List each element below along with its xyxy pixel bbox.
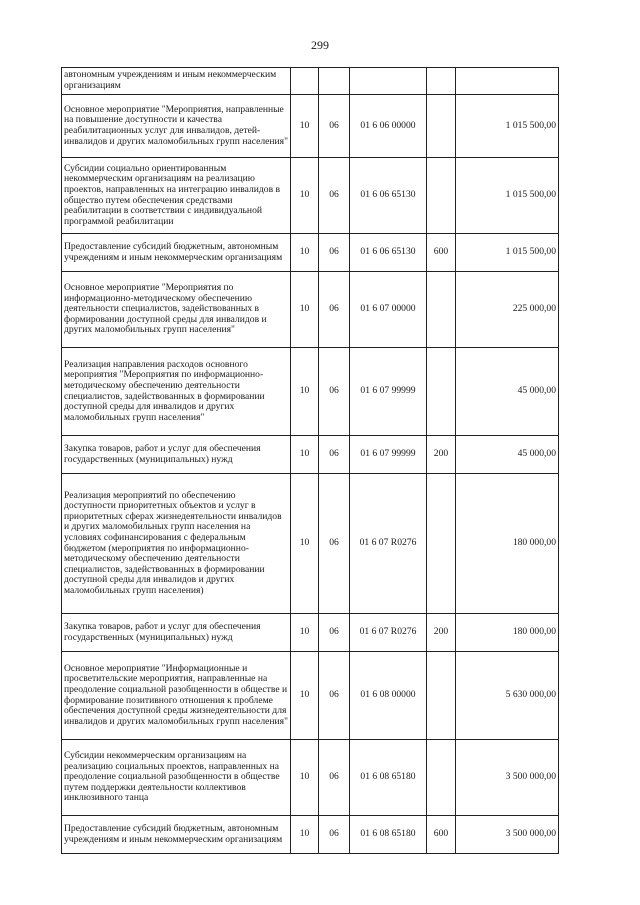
row-subsection: 06 bbox=[319, 614, 350, 652]
row-expense-type bbox=[427, 348, 456, 436]
row-subsection: 06 bbox=[319, 158, 350, 234]
table-row bbox=[62, 614, 559, 652]
row-amount: 1 015 500,00 bbox=[456, 234, 559, 272]
row-section: 10 bbox=[291, 816, 319, 854]
row-expense-type bbox=[427, 68, 456, 95]
row-amount: 180 000,00 bbox=[456, 614, 559, 652]
row-target-article bbox=[350, 68, 427, 95]
row-name: автономным учреждениям и иным некоммерческим организациям bbox=[62, 68, 291, 95]
row-amount: 45 000,00 bbox=[456, 348, 559, 436]
row-subsection bbox=[319, 68, 350, 95]
row-section bbox=[291, 68, 319, 95]
row-target-article: 01 6 06 65130 bbox=[350, 234, 427, 272]
row-amount: 3 500 000,00 bbox=[456, 740, 559, 816]
table-row bbox=[62, 95, 559, 158]
row-expense-type bbox=[427, 740, 456, 816]
row-name: Субсидии социально ориентированным некоммерческим организациям на реализацию проектов, направленных на интеграцию инвалидов в общество путем обеспечения средствами реабилитации в соответствии с индивидуальной программой реабилитации bbox=[62, 158, 291, 234]
row-amount: 1 015 500,00 bbox=[456, 95, 559, 158]
row-section: 10 bbox=[291, 614, 319, 652]
row-target-article: 01 6 07 R0276 bbox=[350, 614, 427, 652]
row-section: 10 bbox=[291, 436, 319, 474]
table-row bbox=[62, 68, 559, 95]
row-name: Субсидии некоммерческим организациям на реализацию социальных проектов, направленных на преодоление социальной разобщенности в обществе путем поддержки деятельности коллективов инклюзивного танца bbox=[62, 740, 291, 816]
row-target-article: 01 6 07 99999 bbox=[350, 348, 427, 436]
row-target-article: 01 6 06 00000 bbox=[350, 95, 427, 158]
row-target-article: 01 6 06 65130 bbox=[350, 158, 427, 234]
row-target-article: 01 6 08 65180 bbox=[350, 816, 427, 854]
row-subsection: 06 bbox=[319, 272, 350, 348]
row-expense-type: 200 bbox=[427, 614, 456, 652]
row-subsection: 06 bbox=[319, 95, 350, 158]
row-name: Предоставление субсидий бюджетным, автономным учреждениям и иным некоммерческим организациям bbox=[62, 234, 291, 272]
row-subsection: 06 bbox=[319, 234, 350, 272]
row-amount bbox=[456, 68, 559, 95]
table-row bbox=[62, 158, 559, 234]
row-subsection: 06 bbox=[319, 816, 350, 854]
row-name: Предоставление субсидий бюджетным, автономным учреждениям и иным некоммерческим организациям bbox=[62, 816, 291, 854]
row-expense-type: 600 bbox=[427, 234, 456, 272]
table-row bbox=[62, 740, 559, 816]
table-row bbox=[62, 436, 559, 474]
table-row bbox=[62, 816, 559, 854]
row-target-article: 01 6 07 R0276 bbox=[350, 474, 427, 614]
row-expense-type: 200 bbox=[427, 436, 456, 474]
row-target-article: 01 6 07 00000 bbox=[350, 272, 427, 348]
row-target-article: 01 6 07 99999 bbox=[350, 436, 427, 474]
row-name: Закупка товаров, работ и услуг для обеспечения государственных (муниципальных) нужд bbox=[62, 436, 291, 474]
budget-table bbox=[61, 67, 559, 854]
row-name: Основное мероприятие "Информационные и просветительские мероприятия, направленные на преодоление социальной разобщенности в обществе и формирование позитивного отношения к проблеме обеспечения доступной среды жизнедеятельности для инвалидов и других маломобильных групп населения" bbox=[62, 652, 291, 740]
row-subsection: 06 bbox=[319, 652, 350, 740]
row-subsection: 06 bbox=[319, 348, 350, 436]
row-name: Реализация мероприятий по обеспечению доступности приоритетных объектов и услуг в приоритетных сферах жизнедеятельности инвалидов и других маломобильных групп населения на условиях софинансирования с федеральным бюджетом (мероприятия по информационно-методическому обеспечению деятельности специалистов, задействованных в формировании доступной среды для инвалидов и других маломобильных групп населения) bbox=[62, 474, 291, 614]
row-amount: 3 500 000,00 bbox=[456, 816, 559, 854]
row-target-article: 01 6 08 65180 bbox=[350, 740, 427, 816]
row-name: Основное мероприятие "Мероприятия, направленные на повышение доступности и качества реабилитационных услуг для инвалидов, детей-инвалидов и других маломобильных групп населения" bbox=[62, 95, 291, 158]
row-amount: 225 000,00 bbox=[456, 272, 559, 348]
row-amount: 5 630 000,00 bbox=[456, 652, 559, 740]
row-expense-type bbox=[427, 272, 456, 348]
row-subsection: 06 bbox=[319, 436, 350, 474]
row-amount: 1 015 500,00 bbox=[456, 158, 559, 234]
row-name: Закупка товаров, работ и услуг для обеспечения государственных (муниципальных) нужд bbox=[62, 614, 291, 652]
row-section: 10 bbox=[291, 158, 319, 234]
row-section: 10 bbox=[291, 348, 319, 436]
row-expense-type: 600 bbox=[427, 816, 456, 854]
row-amount: 180 000,00 bbox=[456, 474, 559, 614]
table-row bbox=[62, 348, 559, 436]
table-row bbox=[62, 652, 559, 740]
budget-table-body bbox=[62, 68, 559, 854]
row-name: Основное мероприятие "Мероприятия по информационно-методическому обеспечению деятельности специалистов, задействованных в формировании доступной среды для инвалидов и других маломобильных групп населения" bbox=[62, 272, 291, 348]
row-section: 10 bbox=[291, 652, 319, 740]
row-section: 10 bbox=[291, 272, 319, 348]
row-target-article: 01 6 08 00000 bbox=[350, 652, 427, 740]
row-name: Реализация направления расходов основного мероприятия "Мероприятия по информационно-методическому обеспечению деятельности специалистов, задействованных в формировании доступной среды для инвалидов и других маломобильных групп населения" bbox=[62, 348, 291, 436]
table-row bbox=[62, 474, 559, 614]
row-section: 10 bbox=[291, 474, 319, 614]
row-amount: 45 000,00 bbox=[456, 436, 559, 474]
row-subsection: 06 bbox=[319, 474, 350, 614]
row-section: 10 bbox=[291, 95, 319, 158]
table-row bbox=[62, 272, 559, 348]
row-subsection: 06 bbox=[319, 740, 350, 816]
row-expense-type bbox=[427, 474, 456, 614]
row-section: 10 bbox=[291, 740, 319, 816]
row-expense-type bbox=[427, 95, 456, 158]
page-number: 299 bbox=[311, 38, 329, 52]
table-row bbox=[62, 234, 559, 272]
row-expense-type bbox=[427, 652, 456, 740]
row-expense-type bbox=[427, 158, 456, 234]
row-section: 10 bbox=[291, 234, 319, 272]
